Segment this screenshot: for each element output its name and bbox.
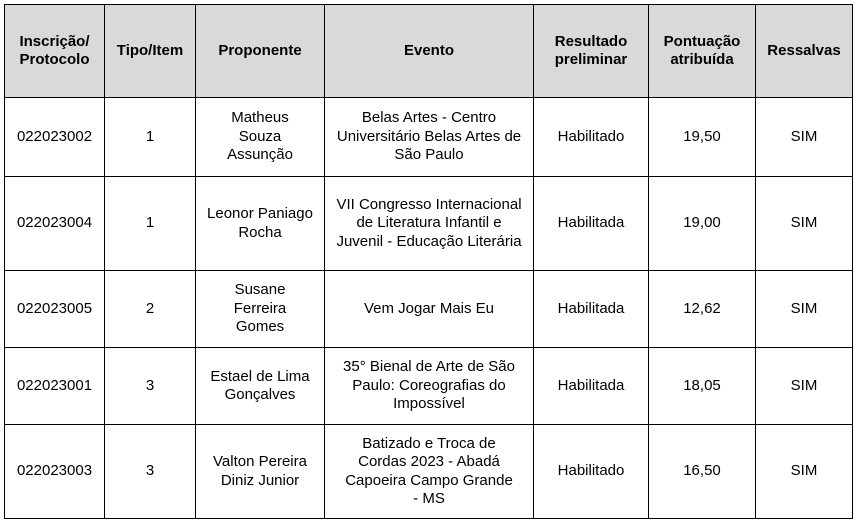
table-row <box>5 425 853 519</box>
cell-pontuacao: 19,00 <box>649 177 756 271</box>
header-resultado: Resultado preliminar <box>534 5 649 98</box>
table-row <box>5 348 853 425</box>
header-evento: Evento <box>325 5 534 98</box>
cell-evento: VII Congresso Internacional de Literatura Infantil e Juvenil - Educação Literária <box>325 177 534 271</box>
cell-resultado: Habilitada <box>534 348 649 425</box>
cell-pontuacao: 19,50 <box>649 98 756 177</box>
cell-inscricao: 022023005 <box>5 271 105 348</box>
cell-inscricao: 022023001 <box>5 348 105 425</box>
cell-resultado: Habilitada <box>534 271 649 348</box>
cell-evento: Batizado e Troca de Cordas 2023 - Abadá Capoeira Campo Grande - MS <box>325 425 534 519</box>
header-inscricao: Inscrição/ Protocolo <box>5 5 105 98</box>
table-row <box>5 177 853 271</box>
cell-inscricao: 022023004 <box>5 177 105 271</box>
cell-evento: Belas Artes - Centro Universitário Belas Artes de São Paulo <box>325 98 534 177</box>
cell-ressalvas: SIM <box>756 177 853 271</box>
cell-pontuacao: 16,50 <box>649 425 756 519</box>
cell-proponente: Estael de Lima Gonçalves <box>196 348 325 425</box>
cell-tipo: 3 <box>105 348 196 425</box>
cell-proponente: Leonor Paniago Rocha <box>196 177 325 271</box>
cell-ressalvas: SIM <box>756 348 853 425</box>
cell-tipo: 3 <box>105 425 196 519</box>
cell-pontuacao: 12,62 <box>649 271 756 348</box>
cell-proponente: Valton Pereira Diniz Junior <box>196 425 325 519</box>
cell-evento: Vem Jogar Mais Eu <box>325 271 534 348</box>
cell-evento: 35° Bienal de Arte de São Paulo: Coreografias do Impossível <box>325 348 534 425</box>
cell-ressalvas: SIM <box>756 425 853 519</box>
cell-proponente: Matheus Souza Assunção <box>196 98 325 177</box>
header-row <box>5 5 853 98</box>
cell-inscricao: 022023003 <box>5 425 105 519</box>
cell-ressalvas: SIM <box>756 271 853 348</box>
cell-resultado: Habilitado <box>534 98 649 177</box>
cell-pontuacao: 18,05 <box>649 348 756 425</box>
cell-tipo: 2 <box>105 271 196 348</box>
results-table <box>4 4 853 519</box>
cell-resultado: Habilitada <box>534 177 649 271</box>
cell-inscricao: 022023002 <box>5 98 105 177</box>
table-row <box>5 271 853 348</box>
cell-tipo: 1 <box>105 177 196 271</box>
table-row <box>5 98 853 177</box>
cell-tipo: 1 <box>105 98 196 177</box>
cell-ressalvas: SIM <box>756 98 853 177</box>
cell-resultado: Habilitado <box>534 425 649 519</box>
header-pontuacao: Pontuação atribuída <box>649 5 756 98</box>
header-ressalvas: Ressalvas <box>756 5 853 98</box>
header-tipo: Tipo/Item <box>105 5 196 98</box>
header-proponente: Proponente <box>196 5 325 98</box>
cell-proponente: Susane Ferreira Gomes <box>196 271 325 348</box>
